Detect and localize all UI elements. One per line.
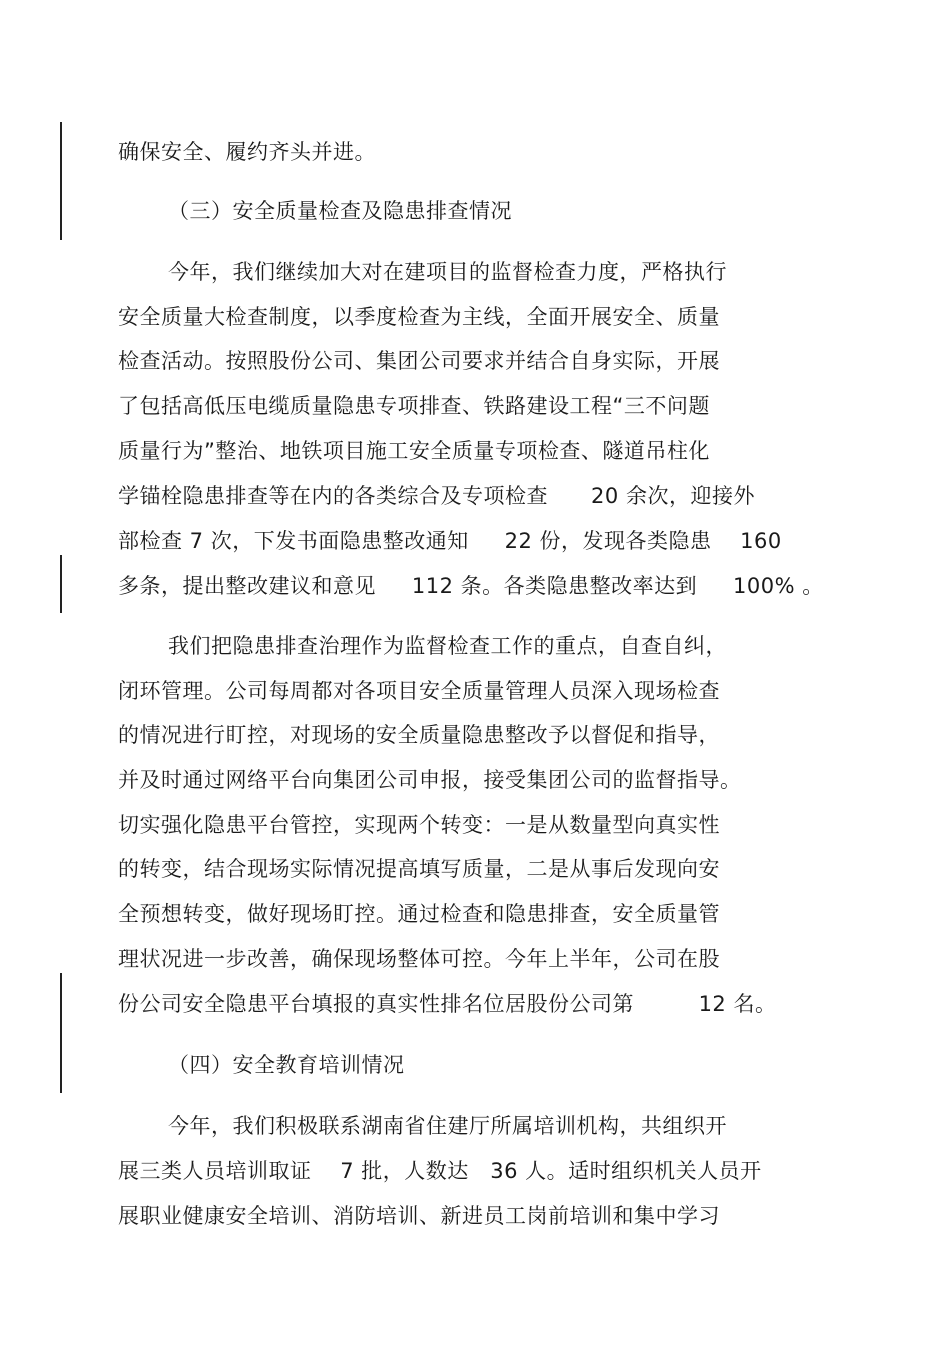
text-line: 理状况进一步改善，确保现场整体可控。今年上半年，公司在股 [118, 947, 720, 971]
text-line: 全预想转变，做好现场盯控。通过检查和隐患排查，安全质量管 [118, 902, 720, 926]
text-line: 我们把隐患排查治理作为监督检查工作的重点，自查自纠， [168, 634, 727, 658]
text-line: 确保安全、履约齐头并进。 [118, 140, 376, 164]
text-line: 质量行为”整治、地铁项目施工安全质量专项检查、隧道吊柱化 [118, 439, 710, 463]
text-line: 了包括高低压电缆质量隐患专项排查、铁路建设工程“三不问题 [118, 394, 710, 418]
text-line: 份公司安全隐患平台填报的真实性排名位居股份公司第 12 名。 [118, 992, 777, 1016]
margin-bar [60, 555, 62, 613]
text-line: 检查活动。按照股份公司、集团公司要求并结合自身实际，开展 [118, 349, 720, 373]
text-line: 并及时通过网络平台向集团公司申报，接受集团公司的监督指导。 [118, 768, 742, 792]
text-line: 今年，我们积极联系湖南省住建厅所属培训机构，共组织开 [168, 1114, 727, 1138]
text-line: 展职业健康安全培训、消防培训、新进员工岗前培训和集中学习 [118, 1204, 720, 1228]
text-line: 今年，我们继续加大对在建项目的监督检查力度，严格执行 [168, 260, 727, 284]
section-heading: （四）安全教育培训情况 [168, 1053, 405, 1077]
text-line: 的转变，结合现场实际情况提高填写质量，二是从事后发现向安 [118, 857, 720, 881]
text-line: 闭环管理。公司每周都对各项目安全质量管理人员深入现场检查 [118, 679, 720, 703]
section-heading: （三）安全质量检查及隐患排查情况 [168, 199, 512, 223]
text-line: 部检查 7 次，下发书面隐患整改通知 22 份，发现各类隐患 160 [118, 529, 782, 553]
text-line: 学锚栓隐患排查等在内的各类综合及专项检查 20 余次，迎接外 [118, 484, 755, 508]
margin-bar [60, 122, 62, 240]
text-line: 展三类人员培训取证 7 批，人数达 36 人。适时组织机关人员开 [118, 1159, 762, 1183]
margin-bar [60, 973, 62, 1093]
text-line: 切实强化隐患平台管控，实现两个转变：一是从数量型向真实性 [118, 813, 720, 837]
text-line: 安全质量大检查制度，以季度检查为主线，全面开展安全、质量 [118, 305, 720, 329]
text-line: 的情况进行盯控，对现场的安全质量隐患整改予以督促和指导， [118, 723, 720, 747]
text-line: 多条，提出整改建议和意见 112 条。各类隐患整改率达到 100% 。 [118, 574, 824, 598]
